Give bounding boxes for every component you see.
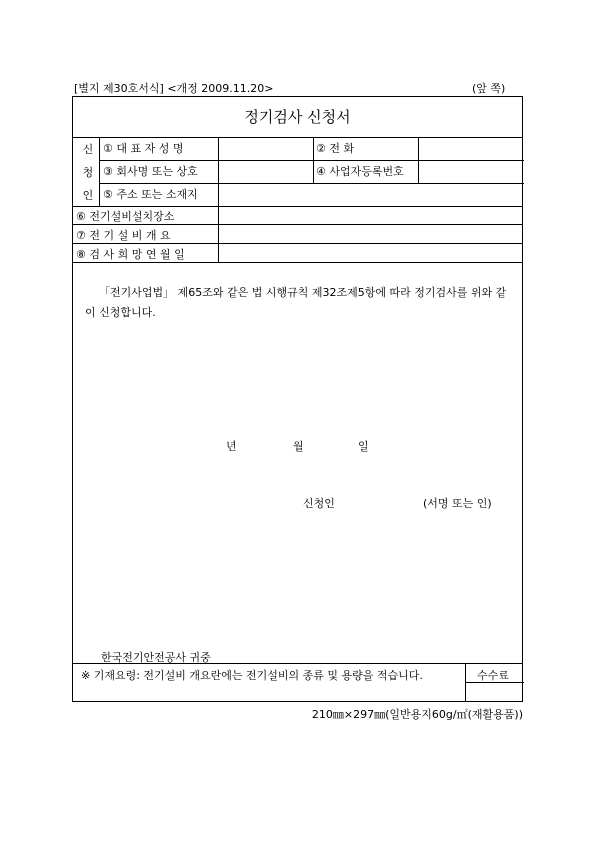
row-divider (73, 206, 522, 207)
row-divider (73, 224, 522, 225)
install-place-label: ⑥ 전기설비설치장소 (76, 210, 175, 223)
date-day: 일 (358, 440, 369, 453)
applicant-block (73, 137, 99, 206)
form-number: [별지 제30호서식] <개정 2009.11.20> (74, 82, 274, 95)
rep-name-label: ① 대 표 자 성 명 (103, 142, 184, 155)
application-form (72, 96, 523, 702)
row-divider (99, 183, 524, 184)
row-divider (99, 160, 524, 161)
signature-placeholder: (서명 또는 인) (423, 497, 492, 510)
applicant-char: 인 (82, 188, 94, 202)
recipient: 한국전기안전공사 귀중 (101, 651, 211, 664)
row-divider (73, 262, 522, 263)
applicant-label (81, 137, 95, 206)
application-statement: 「전기사업법」 제65조와 같은 법 시행규칙 제32조제5항에 따라 정기검사를 위와 같이 신청합니다. (85, 286, 507, 319)
signer-label: 신청인 (303, 497, 335, 510)
company-label: ③ 회사명 또는 상호 (103, 165, 198, 178)
date-year: 년 (226, 440, 237, 453)
row-divider (73, 243, 522, 244)
phone-label: ② 전 화 (316, 142, 355, 155)
applicant-char: 청 (82, 165, 94, 179)
col-divider (418, 137, 419, 183)
col-divider (313, 137, 314, 183)
form-title: 정기검사 신청서 (73, 97, 522, 138)
applicant-char: 신 (82, 142, 94, 156)
address-label: ⑤ 주소 또는 소재지 (103, 188, 198, 201)
date-month: 월 (293, 440, 304, 453)
overview-label: ⑦ 전 기 설 비 개 요 (76, 229, 171, 242)
col-divider (218, 137, 219, 262)
col-divider (99, 137, 100, 206)
inspect-date-label: ⑧ 검 사 희 망 연 월 일 (76, 248, 185, 261)
page-side-label: (앞 쪽) (472, 82, 506, 95)
fee-label: 수수료 (477, 669, 509, 682)
instruction-note: ※ 기재요령: 전기설비 개요란에는 전기설비의 종류 및 용량을 적습니다. (81, 669, 423, 682)
paper-spec: 210㎜×297㎜(일반용지60g/㎡(재활용품)) (311, 708, 523, 721)
biz-no-label: ④ 사업자등록번호 (316, 165, 404, 178)
